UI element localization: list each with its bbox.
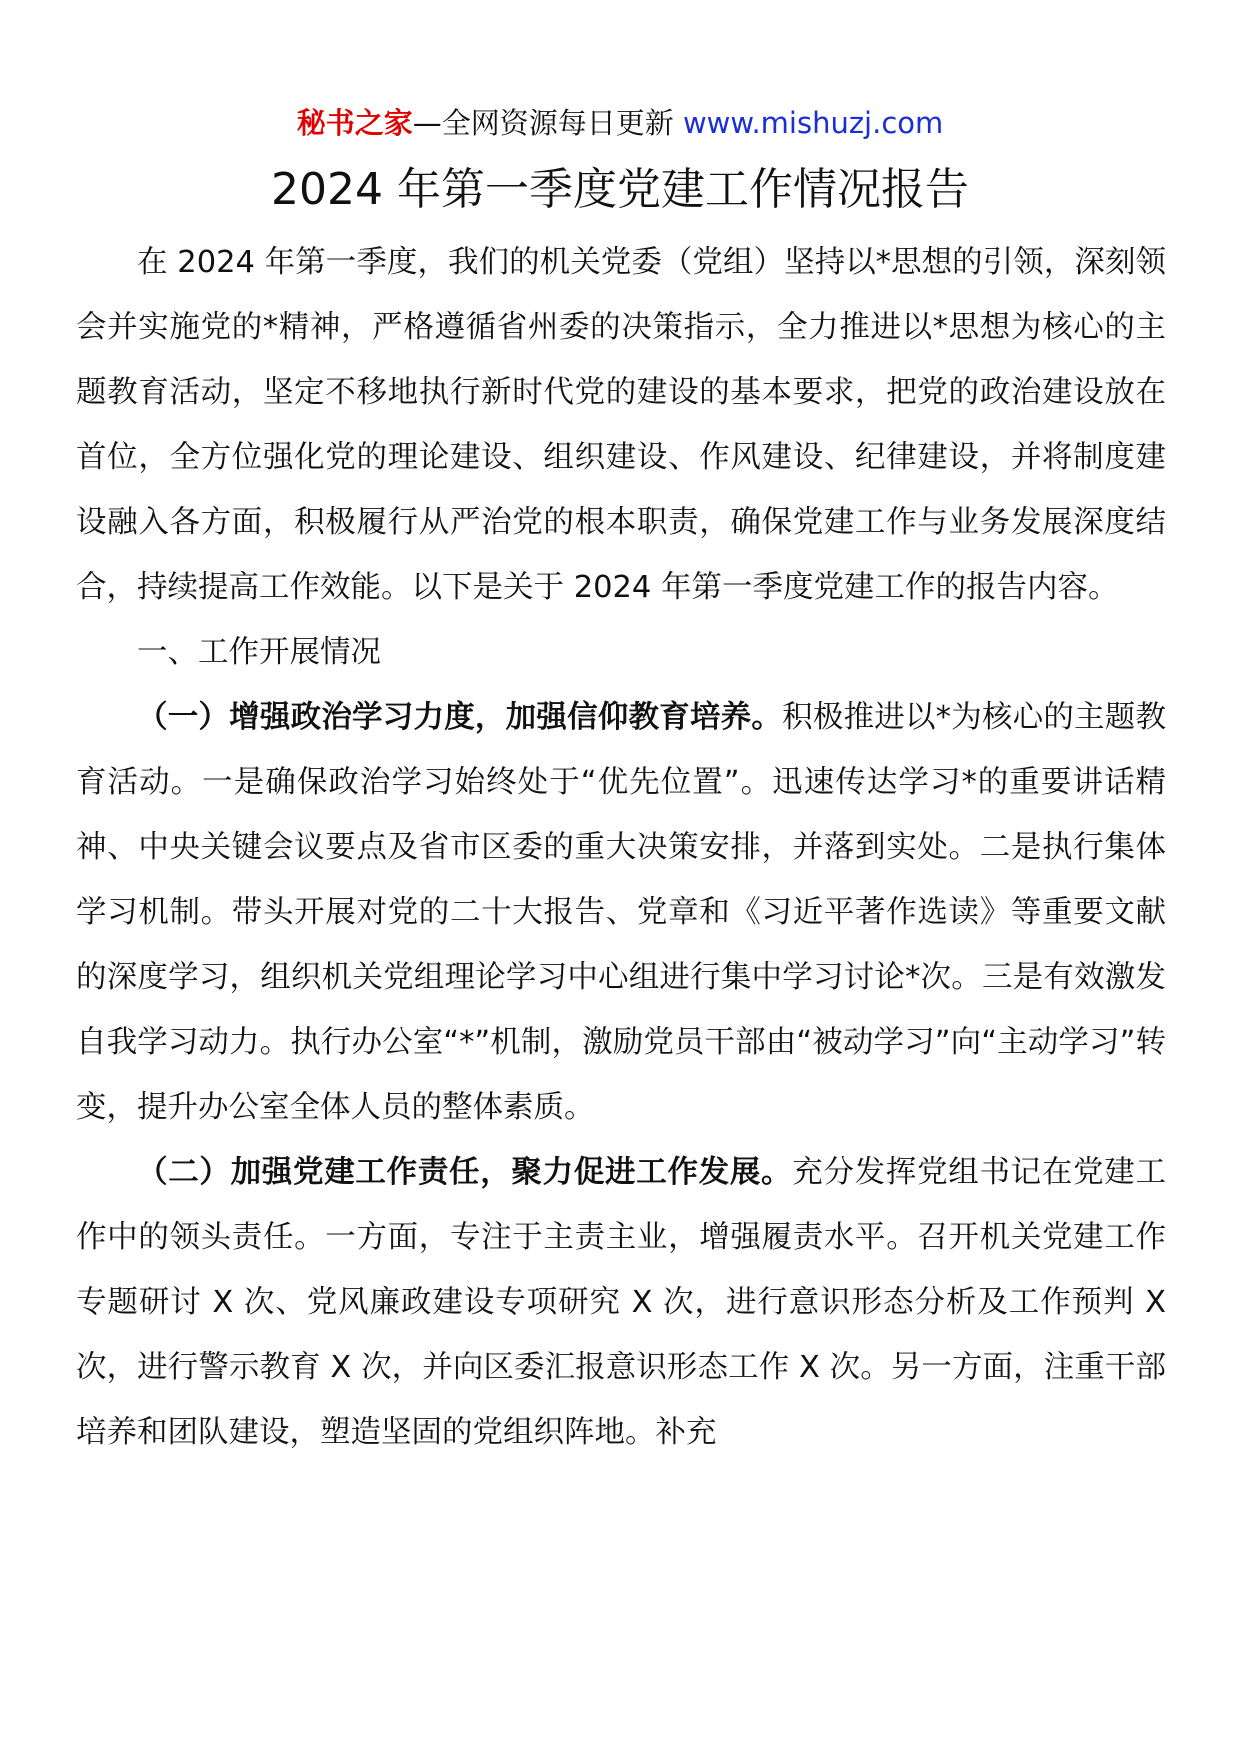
section-heading: 一、工作开展情况 — [137, 635, 381, 670]
document-title: 2024 年第一季度党建工作情况报告 — [271, 164, 969, 215]
item-paragraph-2 — [76, 1140, 1166, 1465]
site-header — [0, 103, 1240, 143]
site-name: 秘书之家 — [296, 106, 413, 140]
site-url-link[interactable]: www.mishuzj.com — [682, 106, 944, 140]
item-2-lead: （二）加强党建工作责任，聚力促进工作发展。 — [137, 1155, 793, 1190]
item-1-lead: （一）增强政治学习力度，加强信仰教育培养。 — [137, 700, 783, 735]
item-2-text: 充分发挥党组书记在党建工作中的领头责任。一方面，专注于主责主业，增强履责水平。召开机关党建工作专题研讨 X 次、党风廉政建设专项研究 X 次，进行意识形态分析及工作预判 X 次，进行警示教育 X 次，并向区委汇报意识形态工作 X 次。另一方面，注重干部培养和团队建设，塑造坚固的党组织阵地。补充 — [76, 1155, 1166, 1450]
site-tagline: —全网资源每日更新 — [412, 106, 674, 140]
item-1-text: 积极推进以*为核心的主题教育活动。一是确保政治学习始终处于“优先位置”。迅速传达学习*的重要讲话精神、中央关键会议要点及省市区委的重大决策安排，并落到实处。二是执行集体学习机制。带头开展对党的二十大报告、党章和《习近平著作选读》等重要文献的深度学习，组织机关党组理论学习中心组进行集中学习讨论*次。三是有效激发自我学习动力。执行办公室“*”机制，激励党员干部由“被动学习”向“主动学习”转变，提升办公室全体人员的整体素质。 — [76, 700, 1167, 1125]
item-paragraph-1 — [76, 685, 1166, 1140]
intro-paragraph: 在 2024 年第一季度，我们的机关党委（党组）坚持以*思想的引领，深刻领会并实施党的*精神，严格遵循省州委的决策指示，全力推进以*思想为核心的主题教育活动，坚定不移地执行新时代党的建设的基本要求，把党的政治建设放在首位，全方位强化党的理论建设、组织建设、作风建设、纪律建设，并将制度建设融入各方面，积极履行从严治党的根本职责，确保党建工作与业务发展深度结合，持续提高工作效能。以下是关于 2024 年第一季度党建工作的报告内容。 — [76, 245, 1166, 605]
document-body — [76, 230, 1166, 1465]
